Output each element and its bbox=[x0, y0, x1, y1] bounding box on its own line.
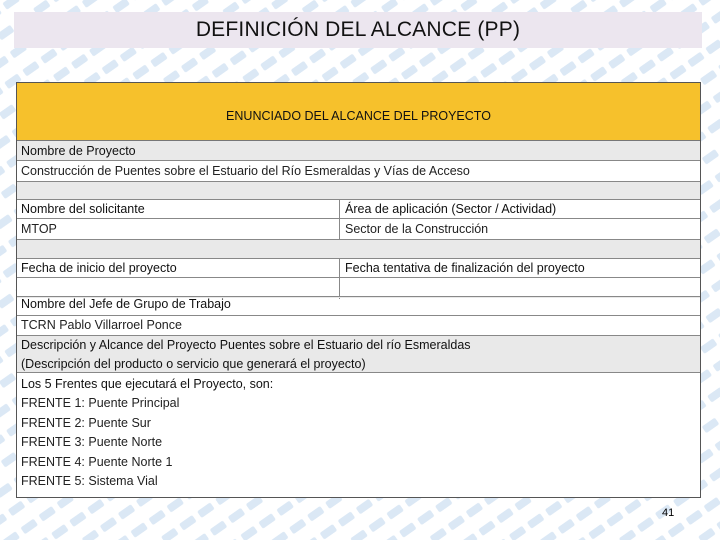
start-date-label: Fecha de inicio del proyecto bbox=[21, 261, 177, 275]
title-bar bbox=[14, 12, 702, 48]
divider bbox=[17, 372, 700, 373]
end-date-label: Fecha tentativa de finalización del proyecto bbox=[345, 261, 585, 275]
area-value: Sector de la Construcción bbox=[345, 222, 489, 236]
area-label: Área de aplicación (Sector / Actividad) bbox=[345, 202, 557, 216]
project-name-value: Construcción de Puentes sobre el Estuario del Río Esmeraldas y Vías de Acceso bbox=[21, 164, 470, 178]
form-header bbox=[17, 83, 700, 141]
front-item-5: FRENTE 5: Sistema Vial bbox=[21, 474, 158, 488]
divider bbox=[17, 160, 700, 161]
form-header-text: ENUNCIADO DEL ALCANCE DEL PROYECTO bbox=[226, 108, 491, 123]
front-item-2: FRENTE 2: Puente Sur bbox=[21, 416, 151, 430]
front-item-4: FRENTE 4: Puente Norte 1 bbox=[21, 455, 173, 469]
divider bbox=[17, 218, 700, 219]
spacer-band bbox=[17, 182, 700, 199]
requester-label: Nombre del solicitante bbox=[21, 202, 145, 216]
divider bbox=[17, 315, 700, 316]
divider bbox=[17, 277, 700, 278]
leader-label: Nombre del Jefe de Grupo de Trabajo bbox=[21, 297, 231, 311]
scope-statement-form bbox=[16, 82, 701, 498]
scope-label: Descripción y Alcance del Proyecto Puentes sobre el Estuario del río Esmeraldas bbox=[21, 338, 471, 352]
fronts-intro: Los 5 Frentes que ejecutará el Proyecto, son: bbox=[21, 377, 274, 391]
leader-value: TCRN Pablo Villarroel Ponce bbox=[21, 318, 182, 332]
front-item-3: FRENTE 3: Puente Norte bbox=[21, 435, 163, 449]
divider bbox=[17, 199, 700, 200]
requester-value: MTOP bbox=[21, 222, 57, 236]
front-item-1: FRENTE 1: Puente Principal bbox=[21, 396, 180, 410]
project-name-label: Nombre de Proyecto bbox=[21, 144, 136, 158]
divider bbox=[17, 258, 700, 259]
slide-title: DEFINICIÓN DEL ALCANCE (PP) bbox=[195, 18, 521, 41]
scope-sublabel: (Descripción del producto o servicio que generará el proyecto) bbox=[21, 357, 366, 371]
page-number: 41 bbox=[662, 507, 675, 519]
spacer-band bbox=[17, 240, 700, 258]
